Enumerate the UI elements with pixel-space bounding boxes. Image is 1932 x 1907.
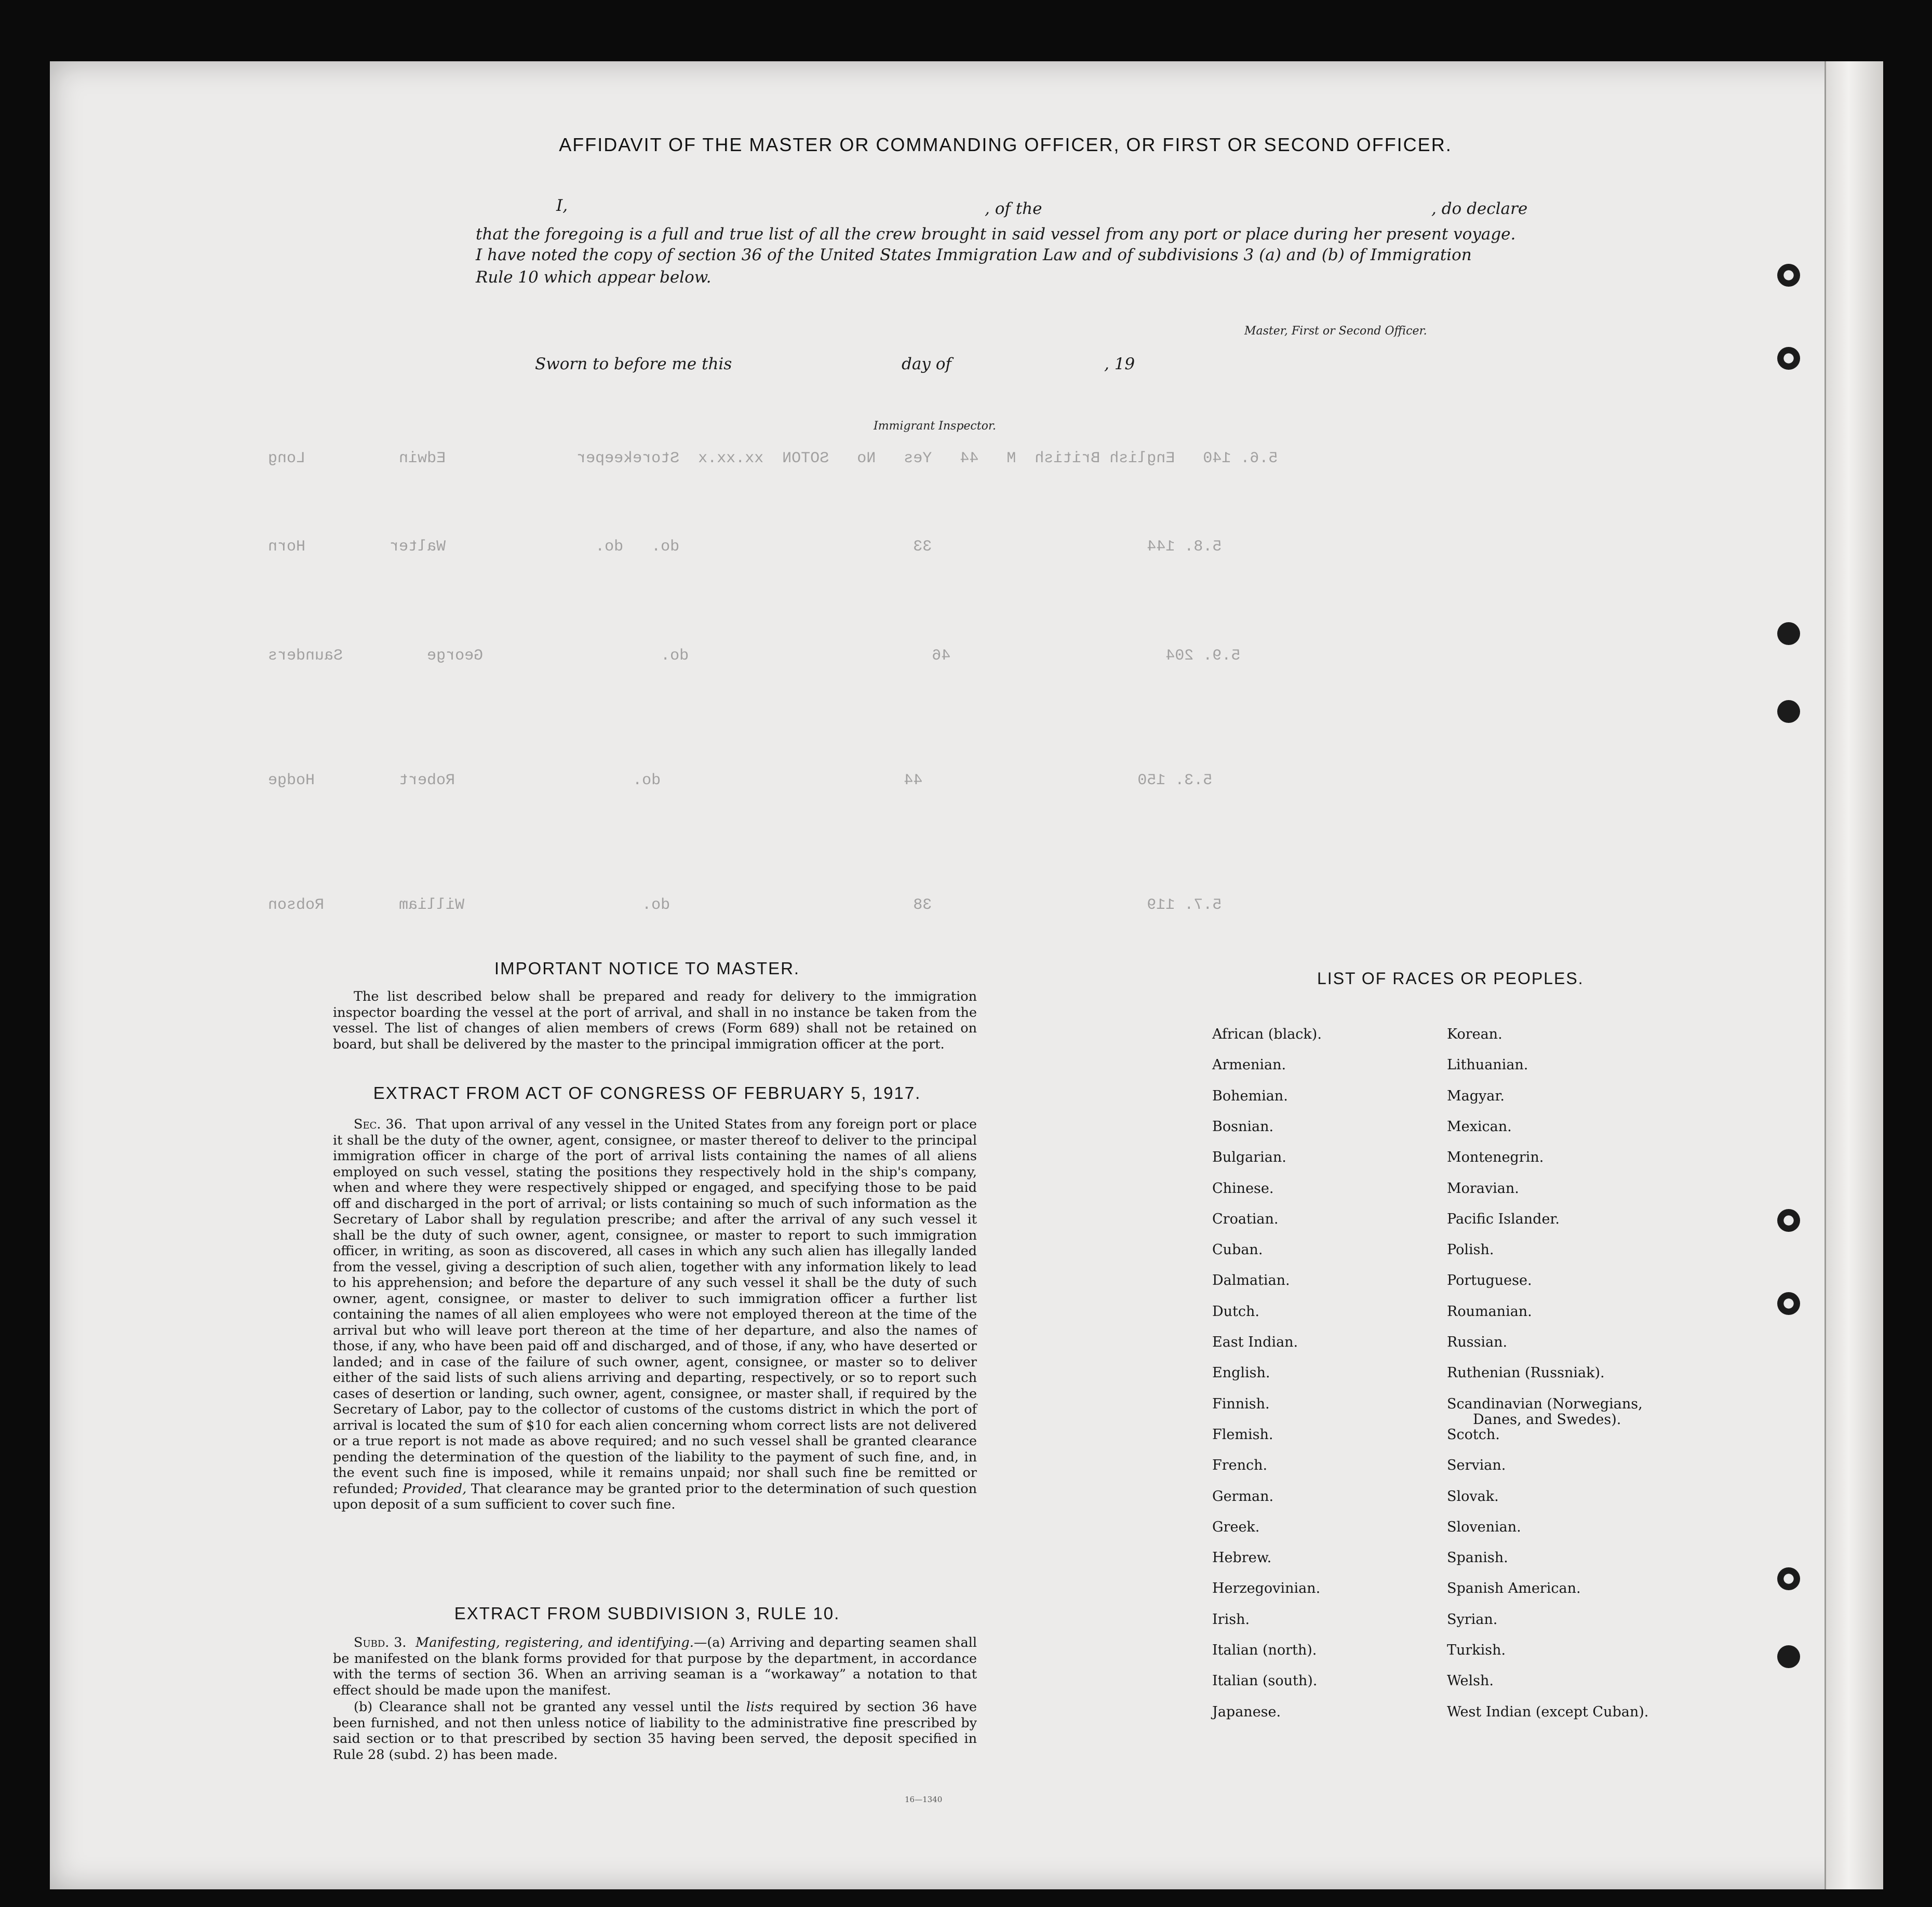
signature-label: Master, First or Second Officer. [1244,325,1427,338]
race-item: Lithuanian. [1447,1057,1528,1073]
race-item: Spanish. [1447,1550,1508,1566]
manifest-page [50,61,1883,1889]
bleed-through-text: 5.6. 140 English British M 44 Yes No SOTON xx.xx.x Storekeeper Edwin Long [268,450,1278,467]
race-item: Chinese. [1212,1180,1274,1197]
punch-hole-icon [1777,347,1800,370]
race-item: Japanese. [1212,1703,1281,1720]
race-item: Ruthenian (Russniak). [1447,1365,1605,1381]
race-item: Italian (south). [1212,1673,1318,1689]
page-edge-strip [1824,61,1883,1889]
race-item: Scotch. [1447,1426,1500,1443]
race-item: Bulgarian. [1212,1149,1286,1166]
punch-hole-icon [1777,1645,1800,1668]
race-item: Croatian. [1212,1211,1279,1227]
punch-hole-icon [1777,1209,1800,1232]
race-item: Slovak. [1447,1488,1499,1505]
race-item: Polish. [1447,1242,1494,1258]
race-item: Greek. [1212,1519,1260,1535]
race-item: Roumanian. [1447,1303,1532,1320]
race-item: French. [1212,1457,1268,1474]
bleed-through-text: 5.9. 204 46 do. George Saunders [268,647,1241,665]
punch-hole-icon [1777,1292,1800,1315]
rule-extract-title: EXTRACT FROM SUBDIVISION 3, RULE 10. [454,1604,840,1623]
race-item: Spanish American. [1447,1580,1581,1597]
race-item: African (black). [1212,1026,1322,1042]
race-item: Herzegovinian. [1212,1580,1321,1597]
race-item: Bohemian. [1212,1087,1288,1104]
sworn-text: Sworn to before me this [535,355,732,373]
race-item: Scandinavian (Norwegians, [1447,1395,1643,1412]
punch-hole-icon [1777,264,1800,287]
bleed-through-text: 5.3. 150 44 do. Robert Hodge [268,772,1213,789]
affidavit-title: AFFIDAVIT OF THE MASTER OR COMMANDING OFFICER, OR FIRST OR SECOND OFFICER. [559,134,1452,155]
declaration-of-the: , of the [985,199,1042,218]
race-item: Portuguese. [1447,1272,1532,1289]
races-title: LIST OF RACES OR PEOPLES. [1317,969,1584,988]
race-item: English. [1212,1365,1270,1381]
declaration-i: I, [556,196,568,215]
race-item: Korean. [1447,1026,1502,1042]
race-item: Turkish. [1447,1642,1506,1658]
punch-hole-icon [1777,700,1800,723]
section-label: Sec. 36. [354,1117,407,1132]
punch-hole-icon [1777,1567,1800,1590]
race-item: Hebrew. [1212,1550,1272,1566]
race-item: Magyar. [1447,1087,1505,1104]
punch-hole-icon [1777,622,1800,645]
race-item: Flemish. [1212,1426,1273,1443]
race-item: Welsh. [1447,1673,1494,1689]
race-item: Servian. [1447,1457,1506,1474]
race-item: Dalmatian. [1212,1272,1290,1289]
race-item: East Indian. [1212,1334,1298,1350]
race-item: Mexican. [1447,1118,1512,1135]
act-extract-title: EXTRACT FROM ACT OF CONGRESS OF FEBRUARY 5, 1917. [373,1083,921,1103]
declaration-line-2: that the foregoing is a full and true list of all the crew brought in said vessel from any port or place during her present voyage. [476,225,1516,244]
form-code: 16—1340 [905,1795,943,1804]
bleed-through-text: 5.7. 119 38 do. William Robson [268,896,1222,914]
race-item: Armenian. [1212,1057,1286,1073]
notice-text: The list described below shall be prepared and ready for delivery to the immigration inspector boarding the vessel at the port of arrival, and shall in no instance be taken from the vessel. The list of changes of alien members of crews (Form 689) shall not be retained on board, but shall be delivered by the master to the principal immigration officer at the port. [333,989,977,1052]
race-item: Dutch. [1212,1303,1259,1320]
act-extract-text: Sec. 36. That upon arrival of any vessel in the United States from any foreign port or place it shall be the duty of the owner, agent, consignee, or master thereof to deliver to the principal immigration officer in charge of the port of arrival lists containing the names of all aliens employed on such vessel, stating the positions they respectively hold in the ship's company, when and where they were respectively shipped or engaged, and specifying those to be paid off and discharged in the port of arrival; or lists containing so much of such information as the Secretary of Labor shall by regulation prescribe; and after the arrival of any such vessel it shall be the duty of such owner, agent, consignee, or master to report to such immigration officer, in writing, as soon as discovered, all cases in which any such alien has illegally landed from the vessel, giving a description of such alien, together with any information likely to lead to his apprehension; and before the departure of any such vessel it shall be the duty of such owner, agent, consignee, or master to deliver to such immigration officer a further list containing the names of all alien employees who were not employed thereon at the time of the arrival but who will leave port thereon at the time of her departure, and also the names of those, if any, who have been paid off and discharged, and of those, if any, who have deserted or landed; and in case of the failure of such owner, agent, consignee, or master so to deliver either of the said lists of such aliens arriving and departing, respectively, or so to report such cases of desertion or landing, such owner, agent, consignee, or master shall, if required by the Secretary of Labor, pay to the collector of customs of the customs district in which the port of arrival is located the sum of $10 for each alien concerning whom correct lists are not delivered or a true report is not made as above required; and no such vessel shall be granted clearance pending the determination of the question of the liability to the payment of such fine, and, in the event such fine is imposed, while it remains unpaid; nor shall such fine be remitted or refunded; Provided, That clearance may be granted prior to the determination of such question upon deposit of a sum sufficient to cover such fine. [333,1117,977,1512]
race-item: West Indian (except Cuban). [1447,1703,1649,1720]
year-text: , 19 [1104,355,1135,373]
race-item: German. [1212,1488,1274,1505]
declaration-line-4: Rule 10 which appear below. [476,268,712,287]
day-of-text: day of [902,355,951,373]
inspector-label: Immigrant Inspector. [874,420,996,433]
race-item: Pacific Islander. [1447,1211,1560,1227]
race-item-continuation: Danes, and Swedes). [1473,1411,1621,1428]
rule-extract-text: Subd. 3. Manifesting, registering, and identifying.—(a) Arriving and departing seamen shall be manifested on the blank forms provided for that purpose by the department, in accordance with the terms of section 36. When an arriving seaman is a “workaway” a notation to that effect should be made upon the manifest. (b) Clearance shall not be granted any vessel until the lists required by section 36 have been furnished, and not then unless notice of liability to the administrative fine prescribed by said section or to that prescribed by section 35 having been served, the deposit specified in Rule 28 (subd. 2) has been made. [333,1635,977,1763]
race-item: Syrian. [1447,1611,1498,1628]
race-item: Finnish. [1212,1395,1270,1412]
race-item: Montenegrin. [1447,1149,1544,1166]
notice-title: IMPORTANT NOTICE TO MASTER. [494,959,800,978]
race-item: Cuban. [1212,1242,1263,1258]
race-item: Bosnian. [1212,1118,1274,1135]
race-item: Italian (north). [1212,1642,1317,1658]
declaration-line-3: I have noted the copy of section 36 of the United States Immigration Law and of subdivisions 3 (a) and (b) of Immigration [476,246,1472,264]
race-item: Slovenian. [1447,1519,1521,1535]
race-item: Russian. [1447,1334,1508,1350]
declaration-declare: , do declare [1431,199,1528,218]
bleed-through-text: 5.8. 144 33 do. do. Walter Horn [268,538,1222,556]
race-item: Irish. [1212,1611,1250,1628]
race-item: Moravian. [1447,1180,1519,1197]
